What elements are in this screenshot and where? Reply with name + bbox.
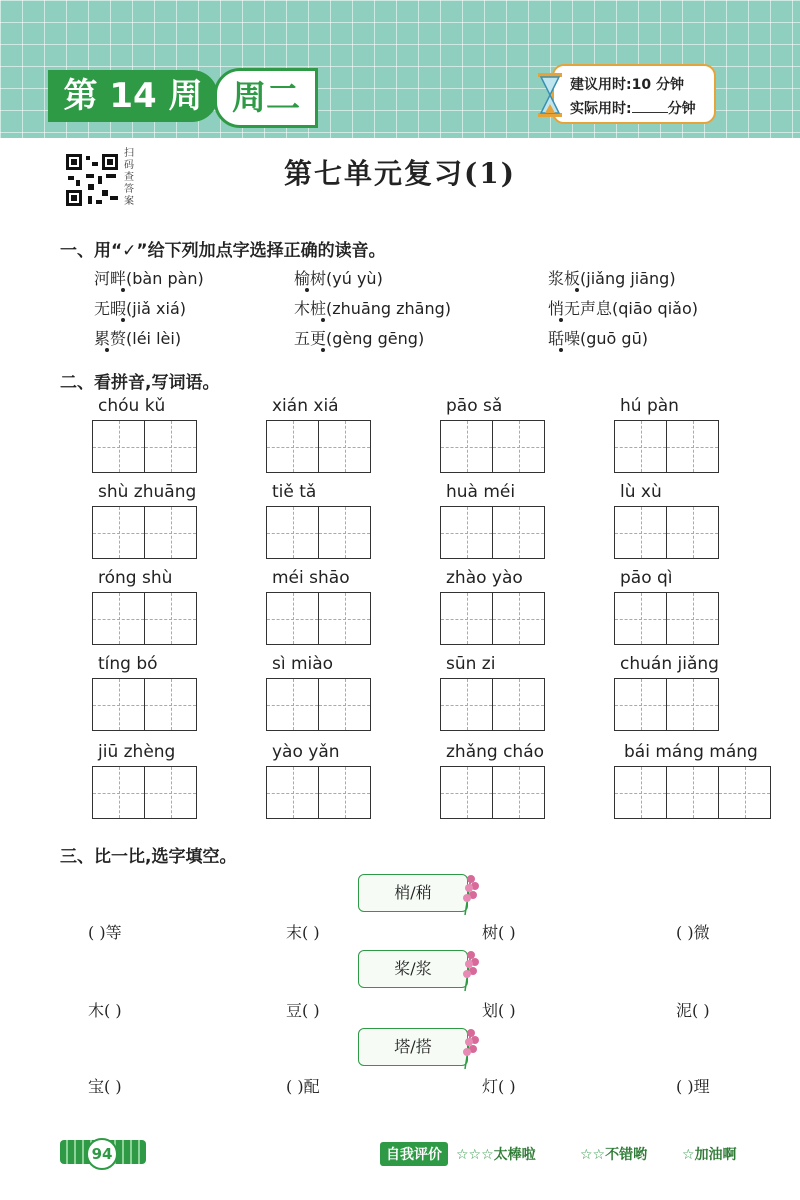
writing-boxes bbox=[92, 420, 197, 473]
eval-great[interactable]: ☆☆☆太棒啦 bbox=[456, 1147, 536, 1163]
emphasis-dot bbox=[321, 348, 325, 352]
pinyin-text: yào yǎn bbox=[272, 742, 340, 762]
fill-blank-1-4[interactable]: ( )微 bbox=[676, 923, 710, 942]
pron-item-2[interactable]: 榆树(yú yù) bbox=[294, 269, 383, 288]
fill-blank-3-2[interactable]: ( )配 bbox=[286, 1077, 320, 1096]
pinyin-text: tíng bó bbox=[98, 654, 158, 674]
char-box[interactable] bbox=[441, 679, 493, 730]
char-box[interactable] bbox=[667, 679, 718, 730]
pinyin-text: zhǎng cháo bbox=[446, 742, 545, 762]
actual-time: 实际用时: 分钟 bbox=[570, 101, 696, 117]
pinyin-text: shù zhuāng bbox=[98, 482, 197, 502]
writing-boxes bbox=[614, 678, 719, 731]
pron-item-9[interactable]: 聒噪(guō gū) bbox=[548, 329, 648, 348]
time-box bbox=[552, 64, 716, 124]
suggested-time: 建议用时:10 分钟 bbox=[570, 77, 684, 93]
writing-boxes bbox=[614, 766, 771, 819]
flower-icon bbox=[457, 1027, 481, 1069]
emphasis-dot bbox=[575, 288, 579, 292]
char-box[interactable] bbox=[493, 767, 544, 818]
pron-item-7[interactable]: 累赘(léi lèi) bbox=[94, 329, 182, 348]
char-box[interactable] bbox=[267, 593, 319, 644]
char-box[interactable] bbox=[441, 507, 493, 558]
char-box[interactable] bbox=[145, 679, 196, 730]
pinyin-text: bái máng máng bbox=[624, 742, 758, 762]
writing-boxes bbox=[440, 766, 545, 819]
char-box[interactable] bbox=[319, 421, 370, 472]
self-eval-label: 自我评价 bbox=[380, 1142, 448, 1166]
writing-boxes bbox=[614, 420, 719, 473]
pron-item-8[interactable]: 五更(gèng gēng) bbox=[294, 329, 425, 348]
writing-boxes bbox=[92, 506, 197, 559]
pron-item-5[interactable]: 木桩(zhuāng zhāng) bbox=[294, 299, 452, 318]
char-box[interactable] bbox=[667, 507, 718, 558]
fill-blank-1-3[interactable]: 树( ) bbox=[482, 923, 516, 942]
char-box[interactable] bbox=[145, 593, 196, 644]
emphasis-dot bbox=[559, 348, 563, 352]
page-number: 94 bbox=[86, 1138, 118, 1170]
char-box[interactable] bbox=[493, 507, 544, 558]
pinyin-text: sì miào bbox=[272, 654, 334, 674]
pinyin-text: chuán jiǎng bbox=[620, 654, 719, 674]
emphasis-dot bbox=[121, 288, 125, 292]
pinyin-text: lù xù bbox=[620, 482, 662, 502]
hourglass-icon bbox=[536, 72, 564, 118]
fill-blank-2-1[interactable]: 木( ) bbox=[88, 1001, 122, 1020]
week-label: 第 14 周 bbox=[48, 70, 218, 122]
fill-blank-3-4[interactable]: ( )理 bbox=[676, 1077, 710, 1096]
fill-blank-2-2[interactable]: 豆( ) bbox=[286, 1001, 320, 1020]
flower-icon bbox=[457, 873, 481, 915]
char-box[interactable] bbox=[493, 593, 544, 644]
pinyin-text: sūn zi bbox=[446, 654, 496, 674]
char-pair-2: 桨/浆 bbox=[358, 950, 468, 988]
pinyin-text: tiě tǎ bbox=[272, 482, 317, 502]
star-icon: ☆ bbox=[682, 1147, 695, 1163]
char-box[interactable] bbox=[615, 767, 667, 818]
pinyin-text: chóu kǔ bbox=[98, 396, 166, 416]
writing-boxes bbox=[92, 766, 197, 819]
char-box[interactable] bbox=[93, 593, 145, 644]
writing-boxes bbox=[92, 592, 197, 645]
char-box[interactable] bbox=[667, 767, 719, 818]
writing-boxes bbox=[266, 766, 371, 819]
pron-item-3[interactable]: 浆板(jiǎng jiāng) bbox=[548, 269, 676, 288]
fill-blank-3-1[interactable]: 宝( ) bbox=[88, 1077, 122, 1096]
char-box[interactable] bbox=[667, 421, 718, 472]
char-box[interactable] bbox=[319, 507, 370, 558]
char-box[interactable] bbox=[267, 679, 319, 730]
writing-boxes bbox=[440, 592, 545, 645]
char-box[interactable] bbox=[441, 767, 493, 818]
emphasis-dot bbox=[321, 318, 325, 322]
pron-item-6[interactable]: 悄无声息(qiāo qiǎo) bbox=[548, 299, 698, 318]
char-box[interactable] bbox=[145, 421, 196, 472]
fill-blank-1-1[interactable]: ( )等 bbox=[88, 923, 122, 942]
writing-boxes bbox=[440, 678, 545, 731]
page-title: 第七单元复习(1) bbox=[284, 157, 516, 190]
char-box[interactable] bbox=[267, 767, 319, 818]
pinyin-text: xián xiá bbox=[272, 396, 339, 416]
pinyin-text: róng shù bbox=[98, 568, 173, 588]
char-box[interactable] bbox=[145, 507, 196, 558]
star-icon: ☆☆ bbox=[580, 1147, 606, 1163]
char-box[interactable] bbox=[667, 593, 718, 644]
char-box[interactable] bbox=[615, 507, 667, 558]
char-box[interactable] bbox=[93, 679, 145, 730]
eval-keep-going[interactable]: ☆加油啊 bbox=[682, 1147, 737, 1163]
char-box[interactable] bbox=[493, 421, 544, 472]
pinyin-text: pāo sǎ bbox=[446, 396, 503, 416]
day-label: 周二 bbox=[214, 68, 318, 128]
pinyin-text: méi shāo bbox=[272, 568, 350, 588]
fill-blank-2-3[interactable]: 划( ) bbox=[482, 1001, 516, 1020]
pron-item-4[interactable]: 无暇(jiǎ xiá) bbox=[94, 299, 186, 318]
char-box[interactable] bbox=[93, 507, 145, 558]
char-box[interactable] bbox=[93, 767, 145, 818]
writing-boxes bbox=[440, 420, 545, 473]
char-box[interactable] bbox=[493, 679, 544, 730]
char-box[interactable] bbox=[145, 767, 196, 818]
actual-time-blank[interactable] bbox=[632, 100, 668, 113]
char-box[interactable] bbox=[441, 593, 493, 644]
char-box[interactable] bbox=[615, 593, 667, 644]
writing-boxes bbox=[614, 506, 719, 559]
writing-boxes bbox=[440, 506, 545, 559]
fill-blank-1-2[interactable]: 末( ) bbox=[286, 923, 320, 942]
pinyin-text: zhào yào bbox=[446, 568, 523, 588]
section3-heading: 三、比一比,选字填空。 bbox=[60, 847, 237, 867]
writing-boxes bbox=[266, 506, 371, 559]
pinyin-text: hú pàn bbox=[620, 396, 679, 416]
emphasis-dot bbox=[305, 288, 309, 292]
char-box[interactable] bbox=[93, 421, 145, 472]
char-box[interactable] bbox=[615, 679, 667, 730]
char-pair-3: 塔/搭 bbox=[358, 1028, 468, 1066]
writing-boxes bbox=[266, 592, 371, 645]
section1-heading: 一、用“✓”给下列加点字选择正确的读音。 bbox=[60, 241, 386, 261]
char-box[interactable] bbox=[319, 679, 370, 730]
emphasis-dot bbox=[121, 318, 125, 322]
writing-boxes bbox=[614, 592, 719, 645]
pinyin-text: jiū zhèng bbox=[98, 742, 176, 762]
char-box[interactable] bbox=[267, 421, 319, 472]
pron-item-1[interactable]: 河畔(bàn pàn) bbox=[94, 269, 204, 288]
writing-boxes bbox=[92, 678, 197, 731]
char-pair-1: 梢/稍 bbox=[358, 874, 468, 912]
emphasis-dot bbox=[105, 348, 109, 352]
pinyin-text: pāo qì bbox=[620, 568, 673, 588]
fill-blank-2-4[interactable]: 泥( ) bbox=[676, 1001, 710, 1020]
writing-boxes bbox=[266, 678, 371, 731]
eval-good[interactable]: ☆☆不错哟 bbox=[580, 1147, 648, 1163]
qr-label: 扫码查答案 bbox=[124, 148, 134, 207]
pinyin-text: huà méi bbox=[446, 482, 516, 502]
writing-boxes bbox=[266, 420, 371, 473]
section2-heading: 二、看拼音,写词语。 bbox=[60, 373, 220, 393]
char-box[interactable] bbox=[319, 767, 370, 818]
char-box[interactable] bbox=[719, 767, 770, 818]
flower-icon bbox=[457, 949, 481, 991]
char-box[interactable] bbox=[615, 421, 667, 472]
header-banner bbox=[0, 0, 800, 138]
star-icon: ☆☆☆ bbox=[456, 1147, 494, 1163]
char-box[interactable] bbox=[267, 507, 319, 558]
emphasis-dot bbox=[559, 318, 563, 322]
char-box[interactable] bbox=[319, 593, 370, 644]
fill-blank-3-3[interactable]: 灯( ) bbox=[482, 1077, 516, 1096]
char-box[interactable] bbox=[441, 421, 493, 472]
